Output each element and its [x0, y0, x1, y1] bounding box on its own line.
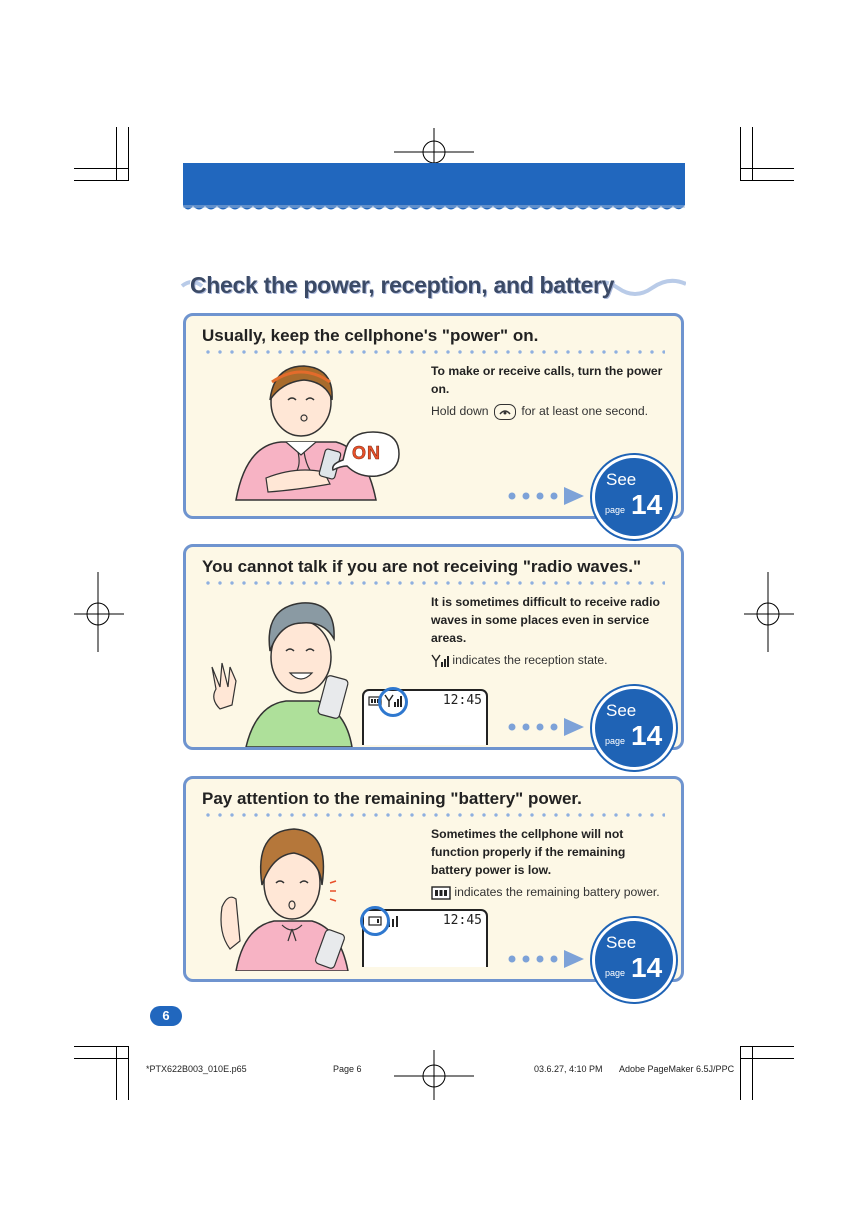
- panel-bold-text: To make or receive calls, turn the power on.: [431, 364, 663, 396]
- crop-mark: [74, 168, 128, 169]
- reception-panel: [183, 544, 684, 750]
- footer-app: Adobe PageMaker 6.5J/PPC: [619, 1064, 735, 1074]
- footer-page: Page 6: [333, 1064, 362, 1074]
- panel-heading: You cannot talk if you are not receiving "radio waves.": [202, 557, 642, 576]
- crop-mark: [740, 127, 741, 181]
- crop-mark: [740, 1058, 794, 1059]
- see-page-link[interactable]: See page 14: [592, 918, 676, 1002]
- registration-mark: [74, 572, 124, 652]
- highlight-circle: [378, 687, 408, 717]
- power-key-icon: [494, 404, 516, 420]
- crop-mark: [740, 1046, 794, 1047]
- panel-bold-text: It is sometimes difficult to receive radio waves in some places even in service areas.: [431, 595, 660, 645]
- crop-mark: [74, 1058, 128, 1059]
- arrow-pointer: [506, 717, 586, 737]
- crop-mark: [116, 127, 117, 181]
- highlight-circle: [360, 906, 390, 936]
- crop-mark: [74, 180, 128, 181]
- registration-mark: [394, 1050, 474, 1100]
- phone-display: [362, 689, 488, 745]
- phone-display: [362, 909, 488, 967]
- panel-normal-text: indicates the reception state.: [431, 653, 608, 668]
- header-banner: [183, 163, 685, 215]
- crop-mark: [128, 127, 129, 181]
- crop-mark: [740, 180, 794, 181]
- footer-file: *PTX622B003_010E.p65: [146, 1064, 247, 1074]
- crop-mark: [752, 1046, 753, 1100]
- page-number-badge: 6: [150, 1006, 182, 1026]
- panel-heading: Pay attention to the remaining "battery" power.: [202, 789, 582, 808]
- power-panel: [183, 313, 684, 519]
- arrow-pointer: [506, 949, 586, 969]
- crop-mark: [740, 168, 794, 169]
- man-holding-phone-illustration: [206, 593, 356, 747]
- clock-time: 12:45: [442, 693, 482, 708]
- registration-mark: [744, 572, 794, 652]
- crop-mark: [74, 1046, 128, 1047]
- panel-bold-text: Sometimes the cellphone will not function properly if the remaining battery power is low.: [431, 827, 626, 877]
- antenna-icon: [431, 654, 449, 668]
- panel-normal-text: Hold down for at least one second.: [431, 404, 649, 419]
- bubble-text: ON: [352, 443, 381, 463]
- dotted-divider: [202, 813, 665, 817]
- girl-surprised-illustration: [216, 823, 356, 971]
- crop-mark: [116, 1046, 117, 1100]
- battery-icon: [431, 886, 451, 900]
- see-page-link[interactable]: See page 14: [592, 686, 676, 770]
- crop-mark: [740, 1046, 741, 1100]
- arrow-pointer: [506, 486, 586, 506]
- section-title: Check the power, reception, and battery: [190, 272, 615, 298]
- dotted-divider: [202, 350, 665, 354]
- dotted-divider: [202, 581, 665, 585]
- clock-time: 12:45: [442, 913, 482, 928]
- panel-normal-text: indicates the remaining battery power.: [431, 885, 660, 900]
- see-page-link[interactable]: See page 14: [592, 455, 676, 539]
- panel-heading: Usually, keep the cellphone's "power" on.: [202, 326, 539, 345]
- footer-timestamp: 03.6.27, 4:10 PM: [534, 1064, 603, 1074]
- battery-panel: [183, 776, 684, 982]
- crop-mark: [128, 1046, 129, 1100]
- crop-mark: [752, 127, 753, 181]
